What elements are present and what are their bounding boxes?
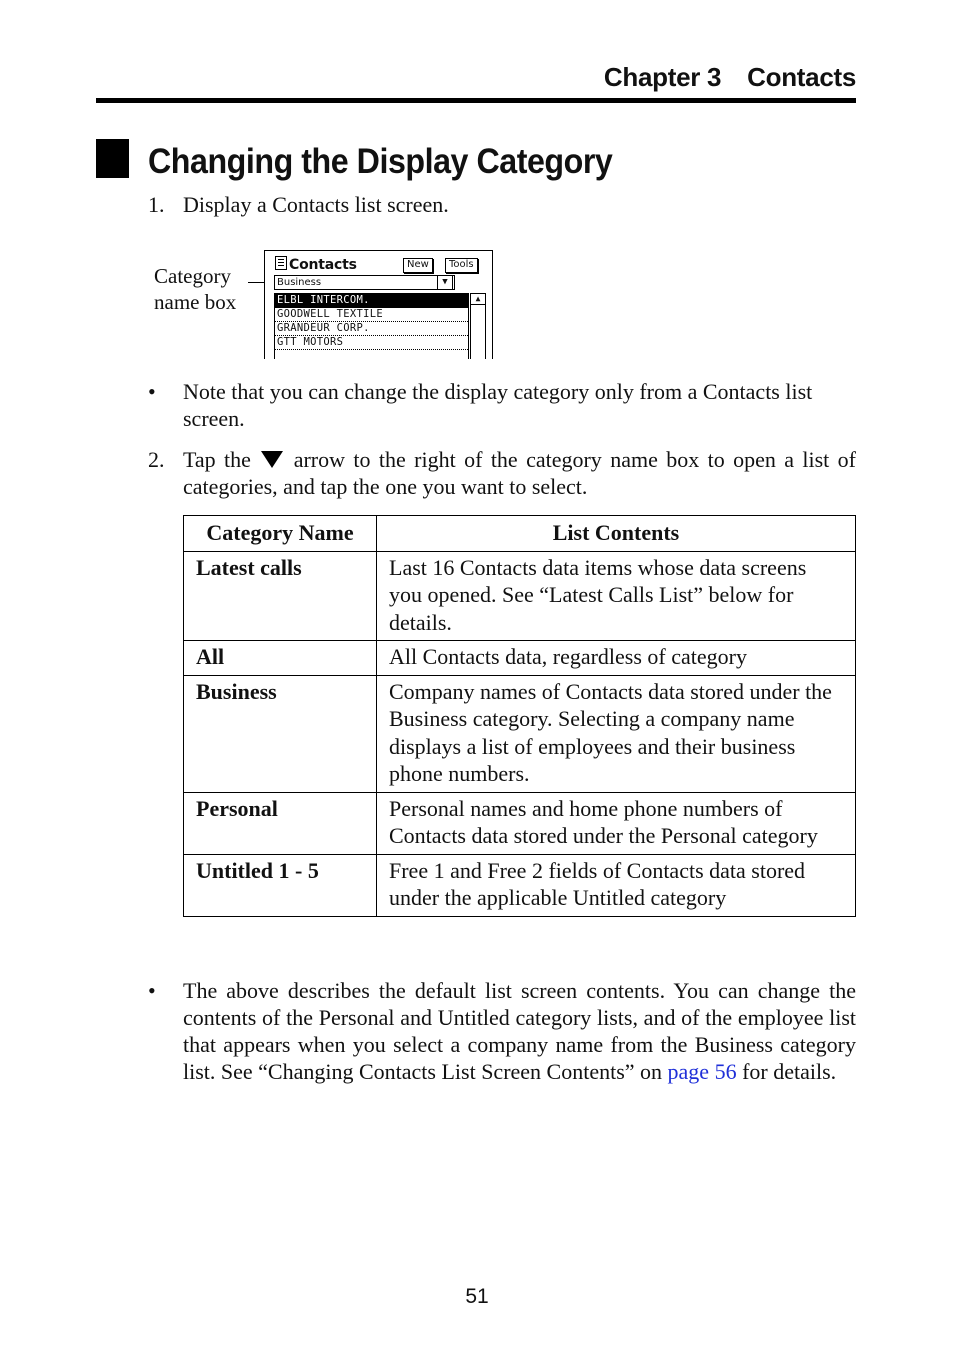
list-contents-cell: Last 16 Contacts data items whose data screens you opened. See “Latest Calls List” below for details. bbox=[377, 551, 856, 641]
table-header-cell: Category Name bbox=[184, 516, 377, 552]
list-contents-cell: All Contacts data, regardless of category bbox=[377, 641, 856, 676]
device-list-row: GRANDEUR CORP. bbox=[275, 322, 468, 336]
scroll-up-icon: ▲ bbox=[471, 294, 485, 305]
page-56-link[interactable]: page 56 bbox=[667, 1059, 737, 1084]
contacts-icon bbox=[275, 256, 287, 270]
table-header-cell: List Contents bbox=[377, 516, 856, 552]
contacts-screen-image bbox=[264, 250, 493, 359]
device-tools-button: Tools bbox=[445, 258, 478, 273]
section-marker bbox=[96, 139, 129, 178]
table-row bbox=[184, 792, 856, 854]
list-contents-cell: Company names of Contacts data stored under the Business category. Selecting a company name displays a list of employees and their business phone numbers. bbox=[377, 675, 856, 792]
device-category-box: Business bbox=[274, 275, 455, 290]
step-2-number: 2. bbox=[148, 447, 165, 472]
list-contents-cell: Personal names and home phone numbers of Contacts data stored under the Personal category bbox=[377, 792, 856, 854]
category-name-cell: Untitled 1 - 5 bbox=[184, 854, 377, 916]
note-1-bullet: • bbox=[148, 379, 156, 404]
section-title: Changing the Display Category bbox=[148, 142, 613, 181]
category-table bbox=[183, 515, 856, 917]
category-name-box-callout bbox=[154, 263, 236, 315]
device-list-row bbox=[275, 350, 468, 359]
down-triangle-icon bbox=[261, 451, 283, 468]
category-name-cell: Personal bbox=[184, 792, 377, 854]
device-scrollbar bbox=[470, 293, 486, 359]
note-2-text: The above describes the default list screen contents. You can change the contents of the Personal and Untitled category lists, and of the employee list that appears when you select a company name from the Business category list. See “Changing Contacts List Screen Contents” on page 56 for details. bbox=[183, 978, 856, 1084]
note-1-text: Note that you can change the display category only from a Contacts list screen. bbox=[183, 379, 813, 431]
note-2-bullet: • bbox=[148, 978, 156, 1003]
chapter-label bbox=[604, 62, 856, 93]
category-name-cell: All bbox=[184, 641, 377, 676]
device-list-row: ELBL INTERCOM. bbox=[275, 294, 468, 308]
table-row bbox=[184, 551, 856, 641]
page-number: 51 bbox=[465, 1285, 489, 1308]
device-contact-list bbox=[274, 293, 469, 359]
category-name-cell: Business bbox=[184, 675, 377, 792]
table-header-row bbox=[184, 516, 856, 552]
category-name-cell: Latest calls bbox=[184, 551, 377, 641]
list-contents-cell: Free 1 and Free 2 fields of Contacts data stored under the applicable Untitled category bbox=[377, 854, 856, 916]
device-list-row: GTT MOTORS bbox=[275, 336, 468, 350]
device-title: Contacts bbox=[275, 256, 357, 273]
callout-line-2: name box bbox=[154, 290, 237, 314]
table-row bbox=[184, 641, 856, 676]
table-row bbox=[184, 675, 856, 792]
callout-line-1: Category bbox=[154, 264, 231, 288]
table-row bbox=[184, 854, 856, 916]
step-2-text: Tap the arrow to the right of the category name box to open a list of categories, and tap the one you want to select. bbox=[183, 447, 857, 499]
device-new-button: New bbox=[403, 258, 433, 273]
chapter-title: Contacts bbox=[747, 62, 856, 92]
step-1-text: Display a Contacts list screen. bbox=[183, 192, 449, 217]
chapter-header bbox=[96, 58, 856, 103]
step-1-number: 1. bbox=[148, 192, 165, 217]
device-list-row: GOODWELL TEXTILE bbox=[275, 308, 468, 322]
chevron-down-icon: ▼ bbox=[437, 275, 453, 290]
chapter-number: Chapter 3 bbox=[603, 62, 722, 92]
